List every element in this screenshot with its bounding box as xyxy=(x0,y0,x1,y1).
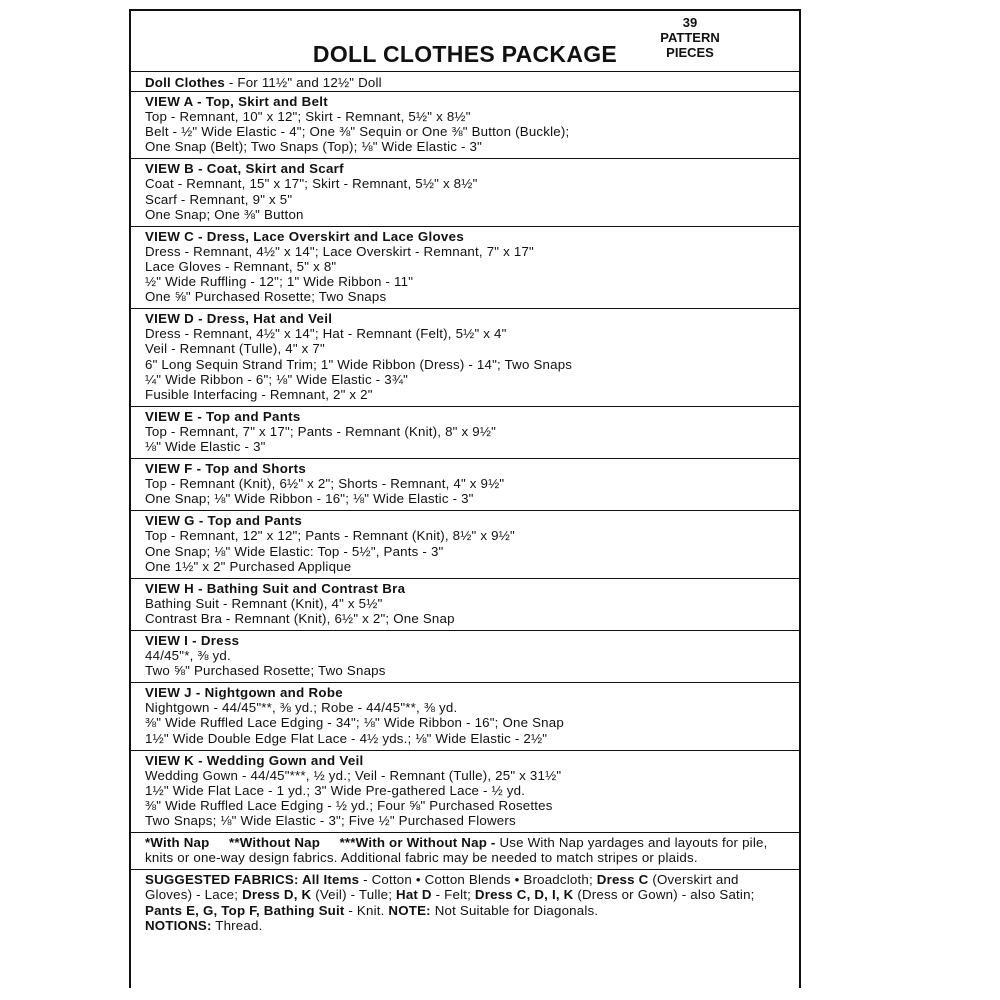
view-heading: VIEW E - Top and Pants xyxy=(145,408,301,424)
views-list xyxy=(131,91,799,832)
pattern-count-number: 39 xyxy=(682,15,698,30)
view-section xyxy=(131,458,799,510)
view-requirement-line: Veil - Remnant (Tulle), 4" x 7" xyxy=(145,341,325,357)
view-heading: VIEW D - Dress, Hat and Veil xyxy=(145,311,333,327)
fabrics-text-3: (Veil) - Tulle; xyxy=(311,887,397,903)
view-requirement-line: Belt - ½" Wide Elastic - 4"; One ⅜" Sequin or One ⅜" Button (Buckle); xyxy=(145,124,570,140)
view-requirement-line: 6" Long Sequin Strand Trim; 1" Wide Ribbon (Dress) - 14"; Two Snaps xyxy=(145,356,573,372)
view-heading: VIEW A - Top, Skirt and Belt xyxy=(145,94,328,109)
nap-with: *With Nap xyxy=(145,835,210,851)
view-requirement-line: One Snap; ⅛" Wide Ribbon - 16"; ⅛" Wide Elastic - 3" xyxy=(145,491,474,507)
view-section xyxy=(131,406,799,458)
view-requirement-line: ½" Wide Ruffling - 12"; 1" Wide Ribbon - 11" xyxy=(145,274,414,290)
view-requirement-line: 1½" Wide Double Edge Flat Lace - 4½ yds.; ⅛" Wide Elastic - 2½" xyxy=(145,730,548,746)
fabrics-bold-5: Pants E, G, Top F, Bathing Suit xyxy=(145,902,345,918)
view-requirement-line: Nightgown - 44/45"**, ⅜ yd.; Robe - 44/45"**, ⅜ yd. xyxy=(145,700,458,716)
view-requirement-line: One Snap (Belt); Two Snaps (Top); ⅛" Wide Elastic - 3" xyxy=(145,139,483,155)
view-heading: VIEW J - Nightgown and Robe xyxy=(145,685,343,701)
notions-text: Thread. xyxy=(211,917,263,933)
fabrics-text-1: - Cotton • Cotton Blends • Broadcloth; xyxy=(359,872,597,888)
view-requirement-line: 44/45"*, ⅜ yd. xyxy=(145,648,231,664)
fabrics-bold-1: Dress C xyxy=(596,872,649,888)
view-requirement-line: Dress - Remnant, 4½" x 14"; Lace Overskirt - Remnant, 7" x 17" xyxy=(145,243,534,259)
nap-either: ***With or Without Nap - xyxy=(339,835,496,851)
fabrics-bold-2: Dress D, K xyxy=(242,887,312,903)
view-requirement-line: Two Snaps; ⅛" Wide Elastic - 3"; Five ½" Purchased Flowers xyxy=(145,813,516,829)
pattern-envelope-card xyxy=(129,9,801,988)
fabrics-label: SUGGESTED FABRICS: All Items xyxy=(145,872,360,888)
view-section xyxy=(131,226,799,308)
fabrics-text-4: - Felt; xyxy=(431,887,475,903)
view-section xyxy=(131,158,799,225)
view-section xyxy=(131,630,799,682)
fabrics-bold-4: Dress C, D, I, K xyxy=(474,887,574,903)
pattern-piece-count xyxy=(645,15,735,60)
view-section xyxy=(131,578,799,630)
view-requirement-line: Top - Remnant (Knit), 6½" x 2"; Shorts - Remnant, 4" x 9½" xyxy=(145,476,505,492)
view-requirement-line: Contrast Bra - Remnant (Knit), 6½" x 2"; One Snap xyxy=(145,610,455,626)
view-section xyxy=(131,91,799,158)
fabrics-text-5: (Dress or Gown) - also Satin; xyxy=(573,887,755,903)
view-section xyxy=(131,308,799,406)
intro-text: - For 11½" and 12½" Doll xyxy=(224,75,382,90)
view-requirement-line: Lace Gloves - Remnant, 5" x 8" xyxy=(145,258,337,274)
view-requirement-line: Coat - Remnant, 15" x 17"; Skirt - Remnant, 5½" x 8½" xyxy=(145,176,478,192)
view-requirement-line: ⅛" Wide Elastic - 3" xyxy=(145,438,266,454)
notions-label: NOTIONS: xyxy=(145,917,212,933)
page-title: DOLL CLOTHES PACKAGE xyxy=(312,41,618,67)
view-heading: VIEW B - Coat, Skirt and Scarf xyxy=(145,161,344,177)
fabrics-text-6: - Knit. xyxy=(344,902,389,918)
view-requirement-line: ⅜" Wide Ruffled Lace Edging - 34"; ⅛" Wide Ribbon - 16"; One Snap xyxy=(145,715,564,731)
view-heading: VIEW C - Dress, Lace Overskirt and Lace Gloves xyxy=(145,228,465,244)
view-heading: VIEW K - Wedding Gown and Veil xyxy=(145,752,364,768)
view-section xyxy=(131,750,799,832)
fabrics-bold-3: Hat D xyxy=(396,887,432,903)
nap-without: **Without Nap xyxy=(228,835,321,851)
view-requirement-line: ⅜" Wide Ruffled Lace Edging - ½ yd.; Four ⅝" Purchased Rosettes xyxy=(145,797,553,813)
view-requirement-line: ¼" Wide Ribbon - 6"; ⅛" Wide Elastic - 3¾" xyxy=(145,371,409,387)
header xyxy=(131,11,799,71)
view-requirement-line: Top - Remnant, 7" x 17"; Pants - Remnant (Knit), 8" x 9½" xyxy=(145,423,497,439)
view-heading: VIEW I - Dress xyxy=(145,633,240,648)
nap-text: Use With Nap yardages and layouts for pile, knits or one-way design fabrics. Additional fabric may be needed to match stripes or plaids. xyxy=(145,835,768,866)
pattern-count-label-1: PATTERN xyxy=(660,30,720,45)
view-requirement-line: Top - Remnant, 10" x 12"; Skirt - Remnant, 5½" x 8½" xyxy=(145,109,471,125)
view-requirement-line: One 1½" x 2" Purchased Applique xyxy=(145,558,352,574)
view-requirement-line: One ⅝" Purchased Rosette; Two Snaps xyxy=(145,289,387,305)
doll-size-row xyxy=(131,71,799,91)
view-requirement-line: Wedding Gown - 44/45"***, ½ yd.; Veil - Remnant (Tulle), 25" x 31½" xyxy=(145,767,562,783)
view-section xyxy=(131,510,799,577)
view-requirement-line: Two ⅝" Purchased Rosette; Two Snaps xyxy=(145,663,386,679)
view-requirement-line: Dress - Remnant, 4½" x 14"; Hat - Remnant (Felt), 5½" x 4" xyxy=(145,326,507,342)
view-heading: VIEW G - Top and Pants xyxy=(145,513,303,529)
view-requirement-line: One Snap; One ⅜" Button xyxy=(145,206,304,222)
view-requirement-line: Scarf - Remnant, 9" x 5" xyxy=(145,191,293,207)
intro-label: Doll Clothes xyxy=(145,75,225,90)
view-heading: VIEW F - Top and Shorts xyxy=(145,461,307,477)
fabrics-text-7: Not Suitable for Diagonals. xyxy=(430,902,599,918)
fabrics-text-2: (Overskirt and Gloves) - Lace; xyxy=(145,872,739,903)
fabrics-bold-6: NOTE: xyxy=(388,902,431,918)
view-section xyxy=(131,682,799,749)
nap-note xyxy=(131,832,799,869)
suggested-fabrics xyxy=(131,869,799,936)
view-requirement-line: Top - Remnant, 12" x 12"; Pants - Remnant (Knit), 8½" x 9½" xyxy=(145,528,515,544)
view-heading: VIEW H - Bathing Suit and Contrast Bra xyxy=(145,580,406,596)
view-requirement-line: 1½" Wide Flat Lace - 1 yd.; 3" Wide Pre-gathered Lace - ½ yd. xyxy=(145,782,526,798)
pattern-count-label-2: PIECES xyxy=(666,45,714,60)
view-requirement-line: Fusible Interfacing - Remnant, 2" x 2" xyxy=(145,386,373,402)
view-requirement-line: Bathing Suit - Remnant (Knit), 4" x 5½" xyxy=(145,595,383,611)
view-requirement-line: One Snap; ⅛" Wide Elastic: Top - 5½", Pants - 3" xyxy=(145,543,444,559)
